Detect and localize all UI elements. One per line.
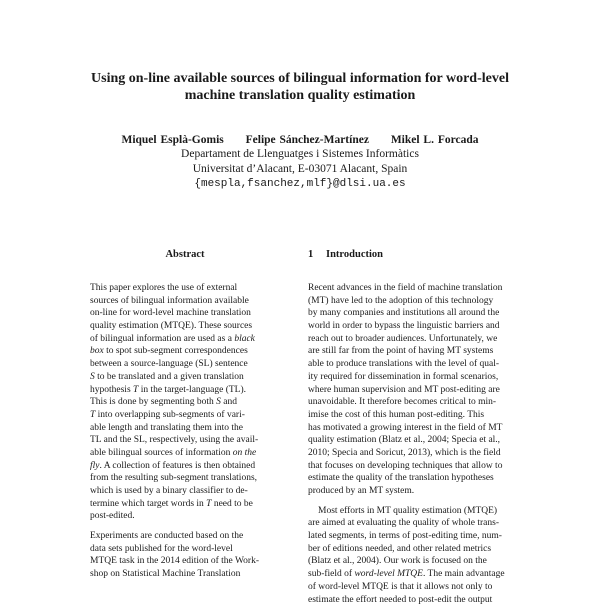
text-line: are still far from the point of having MT systems [308, 345, 540, 358]
text-line: of word-level MTQE is that it allows not only to [308, 581, 540, 594]
text-run: fly [90, 461, 100, 471]
math-var: T [90, 410, 95, 420]
affiliation [60, 147, 540, 192]
text-line: Experiments are conducted based on the [90, 530, 280, 543]
text-run: box [90, 346, 104, 356]
text-line: on-line for word-level machine translation [90, 307, 280, 320]
text-run: termine which target words in [90, 499, 206, 509]
text-line: post-edited. [90, 510, 280, 523]
text-line [90, 384, 280, 397]
text-run: on the [233, 448, 256, 458]
text-run: and [221, 397, 237, 407]
text-line: estimate the quality of the translation hypotheses [308, 472, 540, 485]
text-run: able bilingual sources of information [90, 448, 233, 458]
text-line: able length and translating them into the [90, 422, 280, 435]
text-line [90, 333, 280, 346]
text-run: in the target-language (TL). [138, 385, 246, 395]
text-line: which is used by a binary classifier to de- [90, 485, 280, 498]
text-line: quality estimation (Blatz et al., 2004; Specia et al., [308, 434, 540, 447]
author-name: Felipe Sánchez-Martínez [246, 134, 369, 146]
text-run: hypothesis [90, 385, 133, 395]
introduction-section [308, 248, 540, 606]
text-line [90, 447, 280, 460]
text-line: are aimed at evaluating the quality of whole trans- [308, 517, 540, 530]
text-run: black [234, 334, 255, 344]
email: {mespla,fsanchez,mlf}@dlsi.ua.es [60, 177, 540, 192]
math-var: T [133, 385, 138, 395]
text-line [90, 409, 280, 422]
text-line: that focuses on developing techniques that allow to [308, 460, 540, 473]
title-line: machine translation quality estimation [60, 87, 540, 104]
section-number: 1 [308, 248, 326, 262]
abstract-paragraph [90, 282, 280, 523]
text-run: . A collection of features is then obtained [100, 461, 256, 471]
math-var: T [206, 499, 211, 509]
text-run: sub-field of [308, 569, 354, 579]
abstract-heading: Abstract [90, 248, 280, 262]
text-run: . The main advantage [423, 569, 505, 579]
text-line [90, 498, 280, 511]
text-run: need to be [211, 499, 252, 509]
text-line: Recent advances in the field of machine translation [308, 282, 540, 295]
text-line: shop on Statistical Machine Translation [90, 568, 280, 581]
text-line: 2010; Specia and Soricut, 2013), which is the field [308, 447, 540, 460]
text-line: sources of bilingual information available [90, 295, 280, 308]
text-line: Most efforts in MT quality estimation (MTQE) [308, 505, 540, 518]
text-line: This paper explores the use of external [90, 282, 280, 295]
department: Departament de Llenguatges i Sistemes Informàtics [60, 147, 540, 162]
text-line: lated segments, in terms of post-editing time, num- [308, 530, 540, 543]
text-run: to spot sub-segment correspondences [104, 346, 248, 356]
author-name: Miquel Esplà-Gomis [121, 134, 223, 146]
text-line [308, 568, 540, 581]
text-line [90, 371, 280, 384]
university: Universitat d’Alacant, E-03071 Alacant, Spain [60, 162, 540, 177]
math-var: S [90, 372, 95, 382]
text-line [90, 460, 280, 473]
text-line: quality estimation (MTQE). These sources [90, 320, 280, 333]
text-line: imise the cost of this human post-editing. This [308, 409, 540, 422]
text-run: word-level MTQE [354, 569, 423, 579]
text-run: into overlapping sub-segments of vari- [95, 410, 245, 420]
text-line: estimate the effort needed to post-edit the output [308, 594, 540, 606]
text-line: produced by an MT system. [308, 485, 540, 498]
text-line: from the resulting sub-segment translations, [90, 472, 280, 485]
title-line: Using on-line available sources of bilingual information for word-level [60, 70, 540, 87]
text-run: of bilingual information are used as a [90, 334, 234, 344]
abstract-section [90, 248, 280, 581]
intro-paragraph [308, 282, 540, 498]
text-line: by many companies and institutions all around the [308, 307, 540, 320]
text-line: unavoidable. It therefore becomes critical to min- [308, 396, 540, 409]
text-line: (Blatz et al., 2004). Our work is focused on the [308, 555, 540, 568]
text-line: able to produce translations with the level of qual- [308, 358, 540, 371]
text-line: world in order to bypass the linguistic barriers and [308, 320, 540, 333]
text-run: to be translated and a given translation [95, 372, 244, 382]
math-var: S [216, 397, 221, 407]
text-line: TL and the SL, respectively, using the avail- [90, 434, 280, 447]
text-line: data sets published for the word-level [90, 543, 280, 556]
text-line: where human supervision and MT post-editing are [308, 384, 540, 397]
text-line: MTQE task in the 2014 edition of the Work- [90, 555, 280, 568]
section-title: Introduction [326, 249, 383, 260]
author-list [60, 133, 540, 147]
text-line: ity required for dissemination in formal scenarios, [308, 371, 540, 384]
author-name: Mikel L. Forcada [391, 134, 479, 146]
text-line: (MT) have led to the adoption of this technology [308, 295, 540, 308]
paper-title [60, 70, 540, 104]
text-line: has motivated a growing interest in the field of MT [308, 422, 540, 435]
text-line [90, 396, 280, 409]
introduction-heading [308, 248, 540, 262]
text-line: reach out to broader audiences. Unfortunately, we [308, 333, 540, 346]
text-line: ber of editions needed, and other related metrics [308, 543, 540, 556]
abstract-paragraph [90, 530, 280, 581]
text-run: This is done by segmenting both [90, 397, 216, 407]
text-line: between a source-language (SL) sentence [90, 358, 280, 371]
text-line [90, 345, 280, 358]
intro-paragraph [308, 505, 540, 606]
